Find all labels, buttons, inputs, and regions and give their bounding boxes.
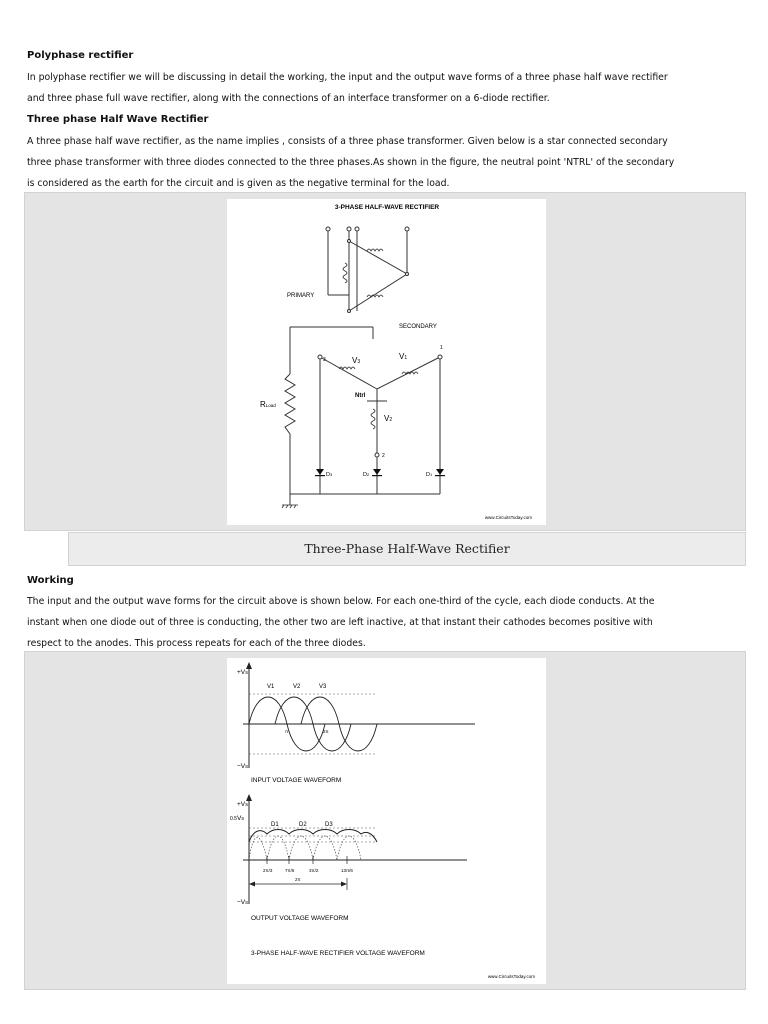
input-phase-v3: V3 [319,684,327,690]
section-heading-half-wave: Three phase Half Wave Rectifier [27,114,209,125]
input-phase-v1: V1 [267,684,275,690]
paragraph-line: instant when one diode out of three is conducting, the other two are left inactive, at that instant their cathodes becomes positive with [27,617,653,628]
secondary-circuit [290,327,440,505]
output-tick-7pi-6: 7π/6 [285,868,295,873]
load-label: RLoad [260,400,276,409]
output-tick-13pi-6: 13π/6 [341,868,353,873]
input-pi-label: π [285,729,289,734]
circuit-diagram-image [227,199,546,525]
figure-circuit-frame [24,192,746,531]
input-axes [243,666,475,768]
output-dotted-phases [249,836,361,860]
output-axes [243,798,467,904]
diagram-title: 3-PHASE HALF-WAVE RECTIFIER [334,204,440,211]
waveform-diagram [227,658,546,984]
node-2-label: 2 [382,453,385,459]
figure-caption: Three-Phase Half-Wave Rectifier [304,541,510,556]
paragraph-line: is considered as the earth for the circuit and is given as the negative terminal for the load. [27,178,450,189]
output-diode-d2: D2 [299,822,307,828]
d3-label: D3 [326,472,333,478]
input-phase-v2: V2 [293,684,301,690]
load-resistor [285,374,295,434]
paragraph-line: and three phase full wave rectifier, along with the connections of an interface transformer on a 6-diode rectifier. [27,93,550,104]
period-label: 2π [295,877,301,882]
output-diode-d1: D1 [271,822,279,828]
figure-waveform-frame [24,651,746,990]
credit-text: www.CircuitsToday.com [484,515,532,520]
d2-label: D2 [363,472,370,478]
secondary-terminals [318,355,442,457]
node-1-label: 1 [440,345,443,351]
output-waveform-label: OUTPUT VOLTAGE WAVEFORM [251,915,349,922]
paragraph-line: three phase transformer with three diodes connected to the three phases.As shown in the figure, the neutral point 'NTRL' of the secondary [27,157,675,168]
node-3-label: 3 [323,357,326,363]
output-axis-arrow [246,794,252,801]
credit-text: www.CircuitsToday.com [487,974,535,979]
output-diode-d3: D3 [325,822,333,828]
output-tick-3pi-2: 3π/2 [309,868,319,873]
input-minus-vs: −VS [237,763,249,770]
paragraph-half-wave [27,131,741,194]
d1-label: D1 [426,472,433,478]
paragraph-polyphase [27,67,741,109]
paragraph-working [27,591,741,654]
paragraph-line: respect to the anodes. This process repeats for each of the three diodes. [27,638,366,649]
period-arrow-left [249,882,255,887]
circuit-diagram [227,199,546,525]
waveform-figure-title: 3-PHASE HALF-WAVE RECTIFIER VOLTAGE WAVEFORM [251,950,425,957]
output-minus-vs: −VS [237,899,249,906]
output-plus-vs: +VS [237,801,249,808]
paragraph-line: A three phase half wave rectifier, as the name implies , consists of a three phase transformer. Given below is a star connected secondary [27,136,668,147]
waveform-diagram-image [227,658,546,984]
section-heading-polyphase: Polyphase rectifier [27,50,134,61]
output-tick-2pi-3: 2π/3 [263,868,273,873]
paragraph-line: In polyphase rectifier we will be discussing in detail the working, the input and the output wave forms of a three phase half wave rectifier [27,72,668,83]
figure-caption-box [68,532,746,566]
section-heading-working: Working [27,575,74,586]
paragraph-line: The input and the output wave forms for the circuit above is shown below. For each one-third of the cycle, each diode conducts. At the [27,596,655,607]
input-axis-arrow [246,662,252,669]
ground-symbols [282,505,298,508]
primary-label: PRIMARY [287,293,315,299]
v2-label: V2 [384,414,393,423]
period-arrow-right [341,882,347,887]
output-ref-lines [249,828,377,842]
primary-winding [328,229,407,311]
v3-label: V3 [352,356,361,365]
input-waveform-label: INPUT VOLTAGE WAVEFORM [251,777,342,784]
output-half-vs: 0.5VS [230,815,245,822]
v1-label: V1 [399,352,408,361]
input-2pi-label: 2π [323,729,329,734]
secondary-coils [339,367,418,429]
secondary-label: SECONDARY [399,324,437,330]
neutral-label: Ntrl [355,393,366,399]
input-plus-vs: +VS [237,669,249,676]
